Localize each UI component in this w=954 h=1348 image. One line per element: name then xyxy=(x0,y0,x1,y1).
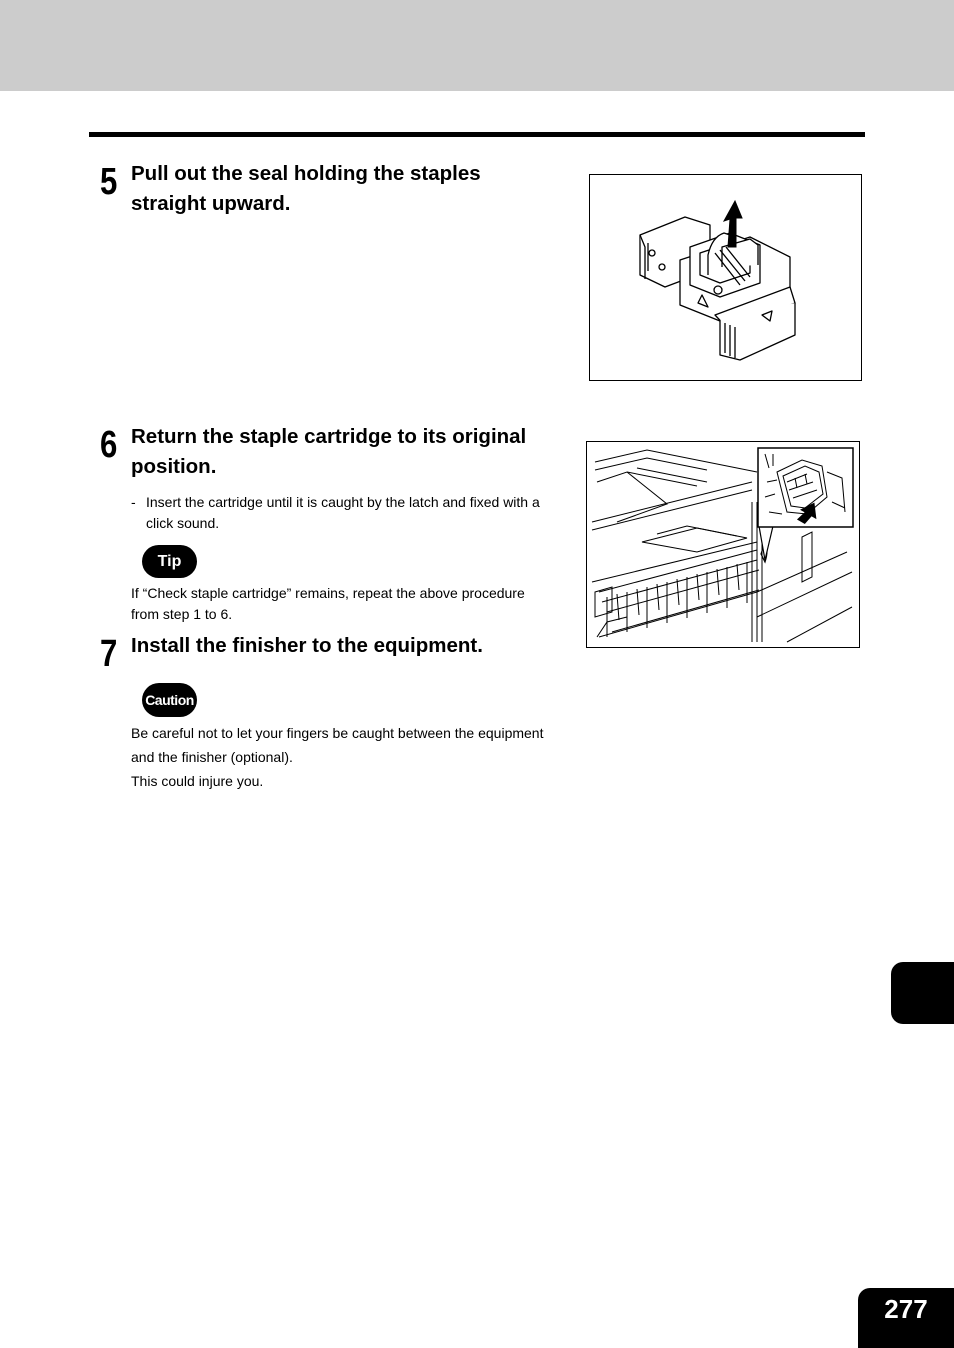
chapter-tab xyxy=(891,962,954,1024)
caution-badge: Caution xyxy=(142,683,197,717)
tip-badge: Tip xyxy=(142,545,197,578)
step-5-title xyxy=(131,159,481,219)
page-number: 277 xyxy=(858,1288,954,1348)
finisher-drawing xyxy=(587,442,859,647)
step-6-bullet xyxy=(131,492,571,534)
caution-text-line3: This could injure you. xyxy=(131,773,264,789)
step-7-title: Install the finisher to the equipment. xyxy=(131,634,483,657)
bullet-marker: - xyxy=(131,494,136,510)
step-5-title-line1: Pull out the seal holding the staples xyxy=(131,162,481,185)
step-5-title-line2: straight upward. xyxy=(131,192,291,215)
staple-cartridge-drawing xyxy=(590,175,861,380)
tip-text xyxy=(131,583,525,625)
section-rule xyxy=(89,132,865,137)
step-6-title-line1: Return the staple cartridge to its original xyxy=(131,425,527,448)
staple-seal-illustration xyxy=(589,174,862,381)
tip-text-line1: If “Check staple cartridge” remains, repeat the above procedure xyxy=(131,585,525,601)
step-7-number: 7 xyxy=(100,633,118,675)
caution-text-line2: and the finisher (optional). xyxy=(131,749,293,765)
step-5-number: 5 xyxy=(100,161,118,203)
step-6-title xyxy=(131,422,526,482)
caution-text xyxy=(131,721,544,793)
step-6-number: 6 xyxy=(100,424,118,466)
step-6-bullet-line2: click sound. xyxy=(146,515,220,531)
cartridge-return-illustration xyxy=(586,441,860,648)
tip-text-line2: from step 1 to 6. xyxy=(131,606,233,622)
caution-text-line1: Be careful not to let your fingers be caught between the equipment xyxy=(131,725,544,741)
step-6-bullet-line1: Insert the cartridge until it is caught by the latch and fixed with a xyxy=(146,494,540,510)
header-band xyxy=(0,0,954,91)
step-6-title-line2: position. xyxy=(131,455,217,478)
